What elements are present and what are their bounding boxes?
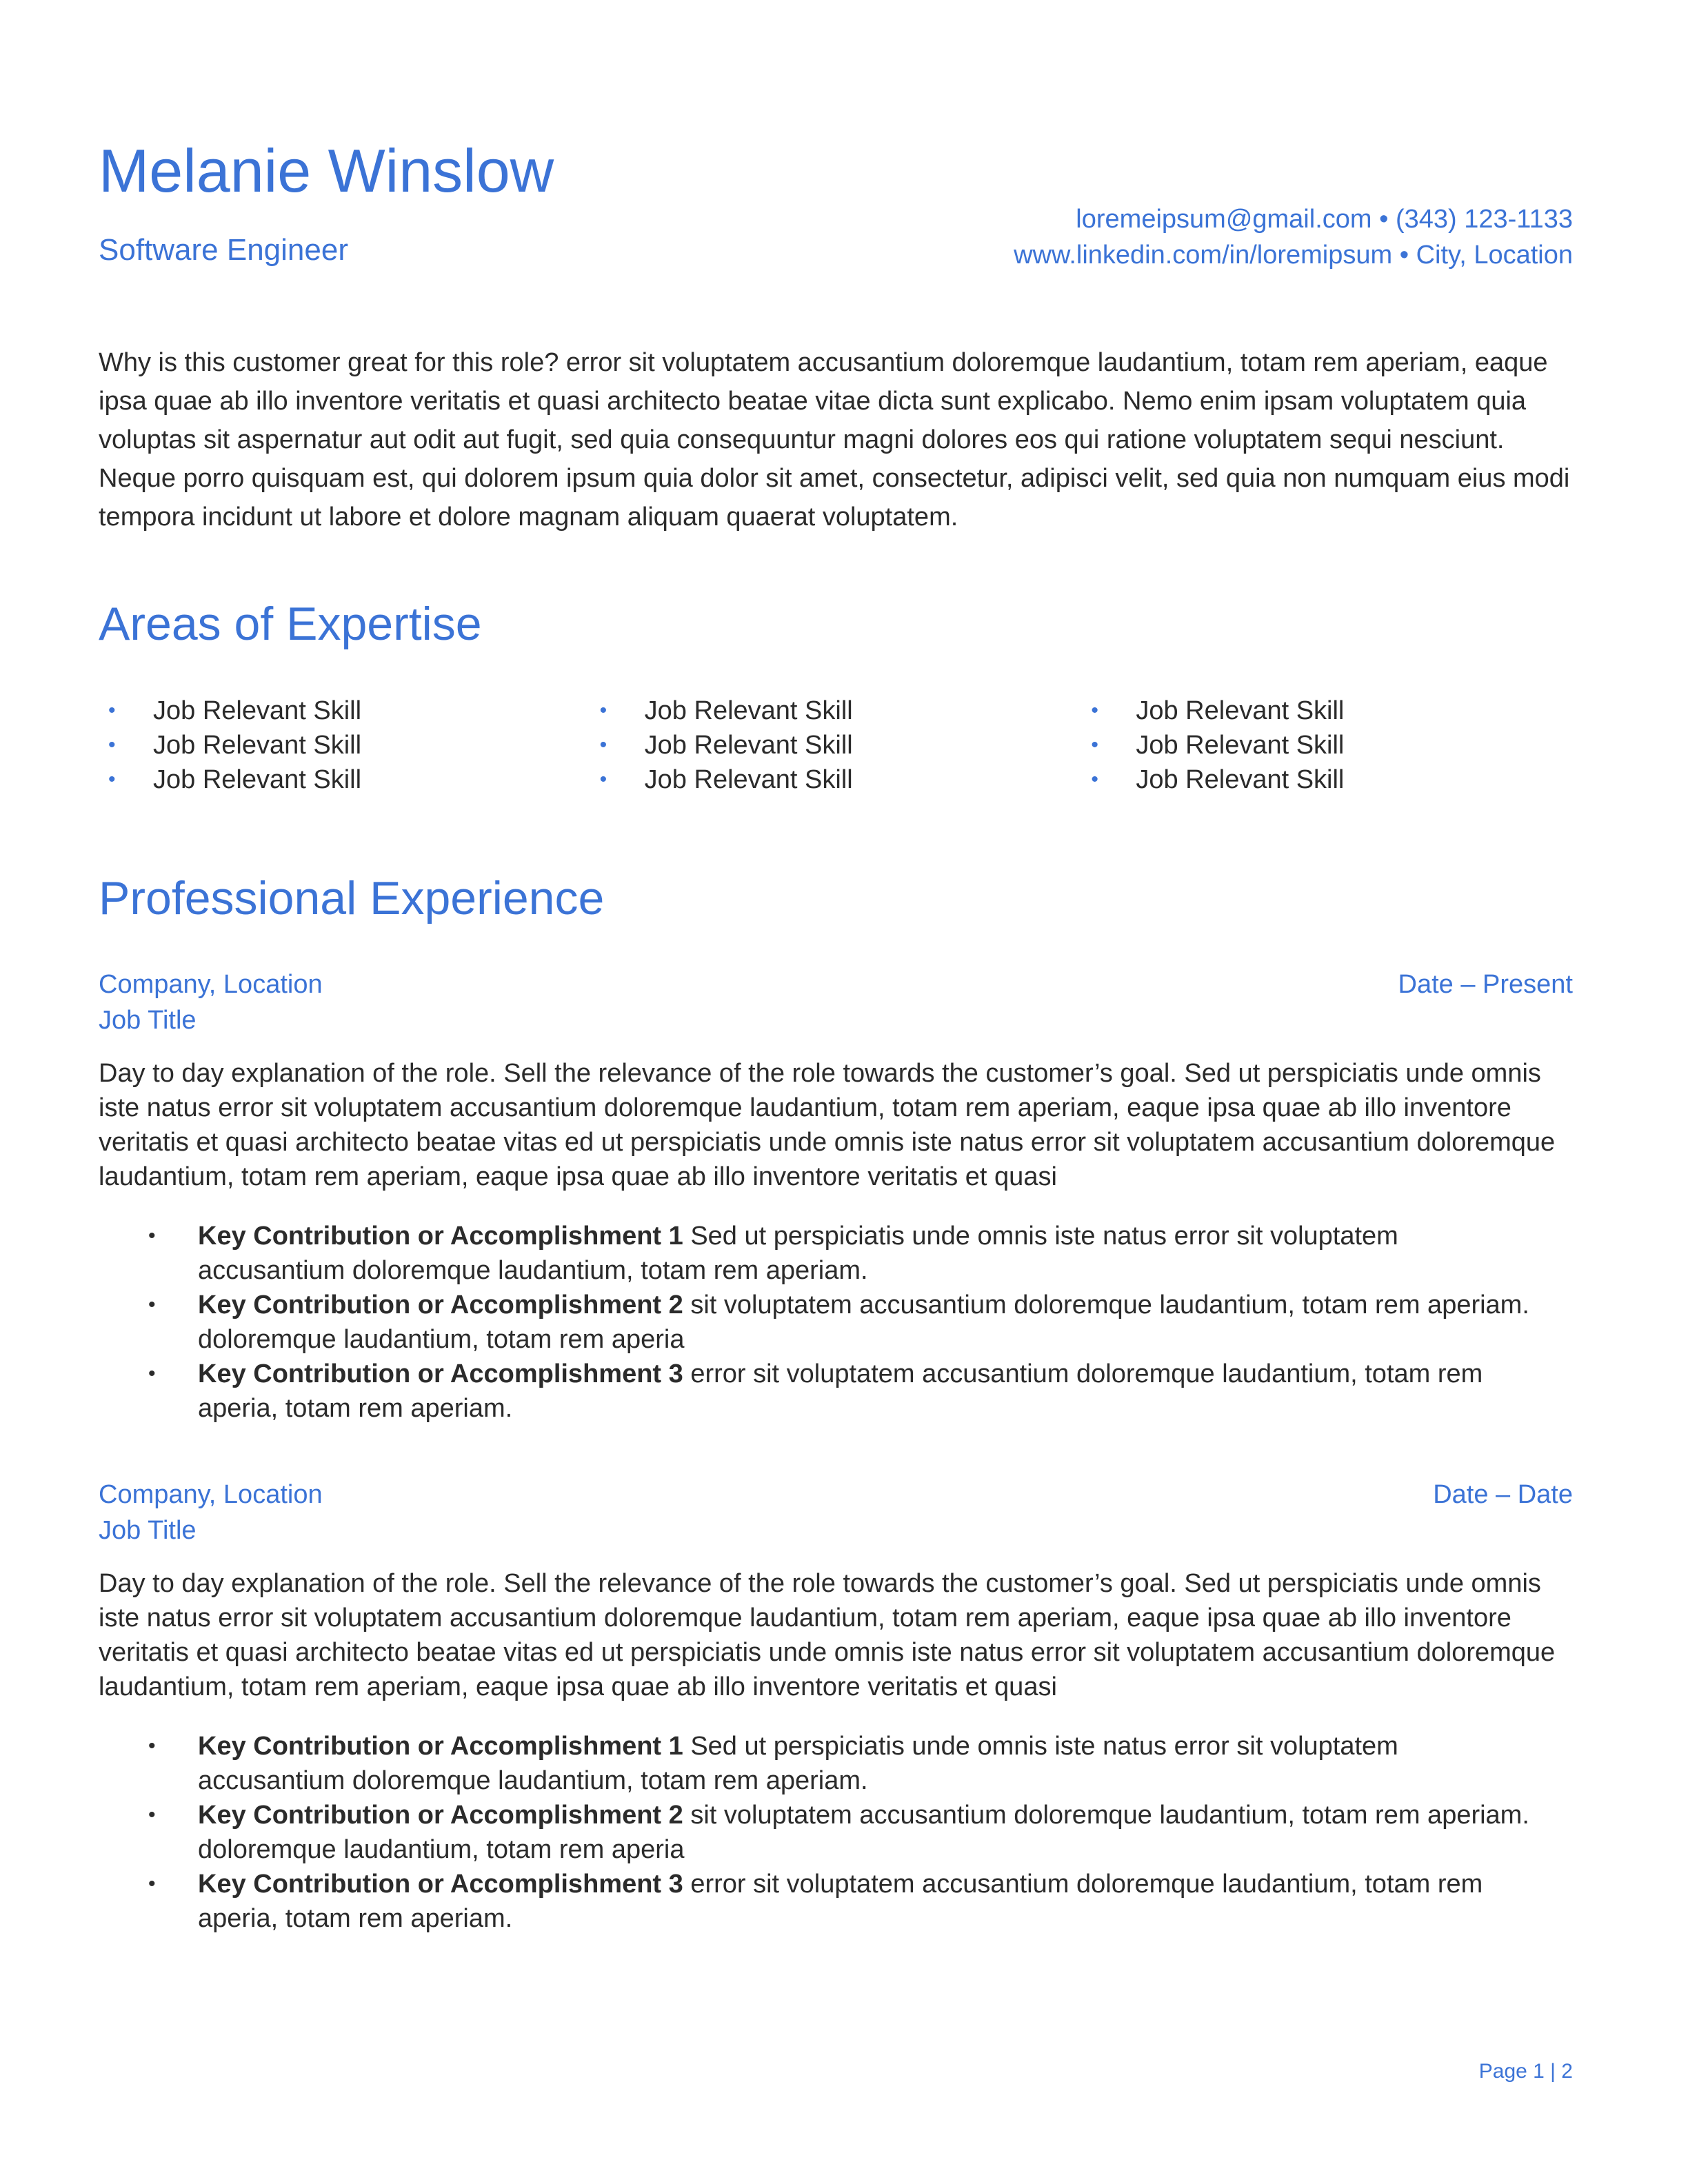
skill-label: Job Relevant Skill [644, 696, 853, 725]
skill-item [99, 762, 590, 797]
skill-label: Job Relevant Skill [153, 765, 362, 794]
achievements-list [99, 1219, 1573, 1426]
skill-item [590, 762, 1082, 797]
job-description: Day to day explanation of the role. Sell the relevance of the role towards the customer’s goal. Sed ut perspiciatis unde omnis iste natus error sit voluptatem accusantium doloremque laudantium, totam rem aperiam, eaque ipsa quae ab illo inventore veritatis et quasi architecto beatae vitas ed ut perspiciatis unde omnis iste natus error sit voluptatem accusantium doloremque laudantium, totam rem aperiam, eaque ipsa quae ab illo inventore veritatis et quasi [99, 1569, 1556, 1701]
skill-label: Job Relevant Skill [153, 731, 362, 760]
bullet-icon: • [148, 1803, 156, 1826]
bullet-icon: • [148, 1735, 156, 1757]
job-entry [99, 967, 1573, 1426]
expertise-heading: Areas of Expertise [99, 598, 482, 650]
job-dates: Date – Present [1398, 970, 1573, 999]
achievement-item [99, 1288, 1573, 1357]
skill-label: Job Relevant Skill [644, 765, 853, 794]
achievement-item [99, 1798, 1573, 1867]
contact-email-phone[interactable]: loremeipsum@gmail.com • (343) 123-1133 [1076, 205, 1573, 234]
skills-column [590, 694, 1082, 797]
achievement-text: error sit voluptatem accusantium doloremque laudantium, totam rem aperia, totam rem aperiam. [198, 1359, 1483, 1423]
skill-label: Job Relevant Skill [1136, 765, 1345, 794]
candidate-name: Melanie Winslow [99, 136, 554, 205]
job-title: Job Title [99, 1516, 197, 1545]
achievement-label: Key Contribution or Accomplishment 1 [198, 1732, 683, 1761]
contact-linkedin-location[interactable]: www.linkedin.com/in/loremipsum • City, Location [1014, 241, 1573, 270]
bullet-icon: • [1091, 768, 1098, 791]
bullet-icon: • [148, 1224, 156, 1247]
skills-column [1081, 694, 1573, 797]
achievement-item [99, 1867, 1573, 1936]
experience-heading: Professional Experience [99, 872, 605, 924]
skill-label: Job Relevant Skill [1136, 731, 1345, 760]
professional-summary: Why is this customer great for this role? error sit voluptatem accusantium doloremque laudantium, totam rem aperiam, eaque ipsa quae ab illo inventore veritatis et quasi architecto beatae vitae dicta sunt explicabo. Nemo enim ipsam voluptatem quia voluptas sit aspernatur aut odit aut fugit, sed quia consequuntur magni dolores eos qui ratione voluptatem sequi nesciunt. Neque porro quisquam est, qui dolorem ipsum quia dolor sit amet, consectetur, adipisci velit, sed quia non numquam eius modi tempora incidunt ut labore et dolore magnam aliquam quaerat voluptatem. [99, 348, 1570, 532]
bullet-icon: • [148, 1293, 156, 1316]
achievement-item [99, 1729, 1573, 1798]
bullet-icon: • [108, 734, 116, 756]
bullet-icon: • [1091, 734, 1098, 756]
job-dates: Date – Date [1433, 1480, 1573, 1509]
skill-item [1081, 762, 1573, 797]
achievement-label: Key Contribution or Accomplishment 1 [198, 1222, 683, 1251]
page-number: Page 1 | 2 [1478, 2060, 1573, 2083]
bullet-icon: • [108, 699, 116, 722]
skill-item [590, 728, 1082, 762]
job-company: Company, Location [99, 970, 323, 999]
candidate-role: Software Engineer [99, 233, 348, 267]
skill-item [590, 694, 1082, 728]
achievement-item [99, 1219, 1573, 1288]
skills-column [99, 694, 590, 797]
job-description: Day to day explanation of the role. Sell the relevance of the role towards the customer’s goal. Sed ut perspiciatis unde omnis iste natus error sit voluptatem accusantium doloremque laudantium, totam rem aperiam, eaque ipsa quae ab illo inventore veritatis et quasi architecto beatae vitas ed ut perspiciatis unde omnis iste natus error sit voluptatem accusantium doloremque laudantium, totam rem aperiam, eaque ipsa quae ab illo inventore veritatis et quasi [99, 1059, 1556, 1191]
achievements-list [99, 1729, 1573, 1936]
skill-label: Job Relevant Skill [1136, 696, 1345, 725]
skill-item [1081, 728, 1573, 762]
job-entry [99, 1477, 1573, 1936]
bullet-icon: • [1091, 699, 1098, 722]
achievement-text: sit voluptatem accusantium doloremque laudantium, totam rem aperiam. doloremque laudantium, totam rem aperia [198, 1291, 1529, 1354]
bullet-icon: • [599, 768, 607, 791]
achievement-text: Sed ut perspiciatis unde omnis iste natus error sit voluptatem accusantium doloremque laudantium, totam rem aperiam. [198, 1222, 1398, 1285]
achievement-text: Sed ut perspiciatis unde omnis iste natus error sit voluptatem accusantium doloremque laudantium, totam rem aperiam. [198, 1732, 1398, 1795]
skill-item [1081, 694, 1573, 728]
skill-label: Job Relevant Skill [644, 731, 853, 760]
skills-grid [99, 694, 1573, 797]
achievement-label: Key Contribution or Accomplishment 3 [198, 1359, 683, 1388]
achievement-text: error sit voluptatem accusantium doloremque laudantium, totam rem aperia, totam rem aperiam. [198, 1870, 1483, 1933]
achievement-label: Key Contribution or Accomplishment 2 [198, 1291, 683, 1320]
skill-item [99, 694, 590, 728]
skill-label: Job Relevant Skill [153, 696, 362, 725]
bullet-icon: • [148, 1872, 156, 1895]
bullet-icon: • [599, 699, 607, 722]
job-company: Company, Location [99, 1480, 323, 1509]
skill-item [99, 728, 590, 762]
job-header [99, 1477, 1573, 1548]
bullet-icon: • [599, 734, 607, 756]
achievement-label: Key Contribution or Accomplishment 2 [198, 1801, 683, 1830]
bullet-icon: • [108, 768, 116, 791]
job-header [99, 967, 1573, 1038]
job-title: Job Title [99, 1006, 197, 1035]
achievement-text: sit voluptatem accusantium doloremque laudantium, totam rem aperiam. doloremque laudantium, totam rem aperia [198, 1801, 1529, 1864]
resume-page [99, 0, 1573, 2184]
achievement-item [99, 1357, 1573, 1426]
achievement-label: Key Contribution or Accomplishment 3 [198, 1870, 683, 1899]
bullet-icon: • [148, 1362, 156, 1385]
contact-info [1014, 201, 1573, 273]
